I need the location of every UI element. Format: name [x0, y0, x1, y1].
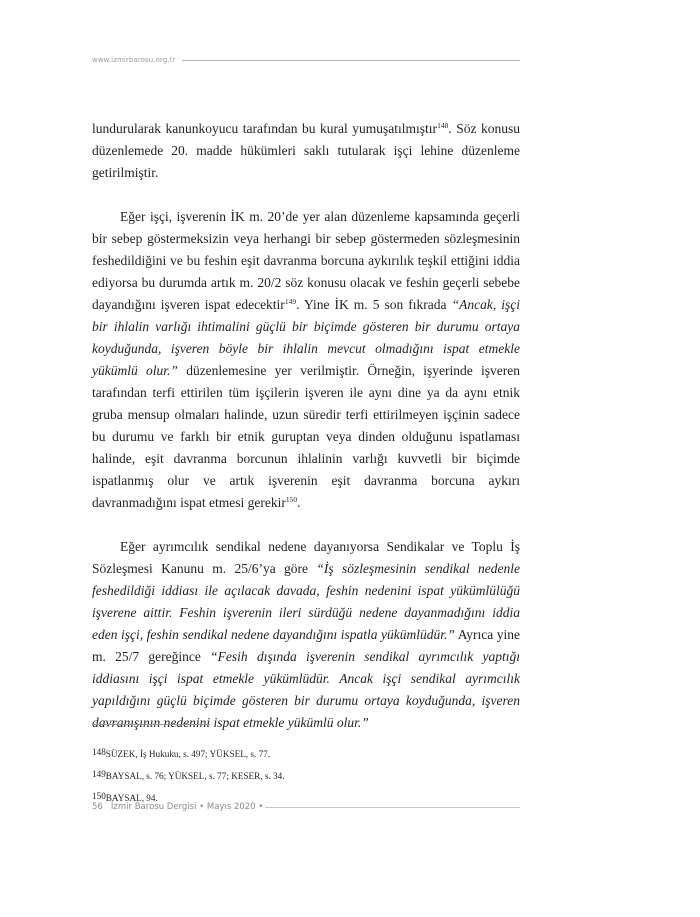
article-body: [92, 118, 520, 734]
footer-rule: [265, 807, 520, 808]
paragraph-2: Eğer işçi, işverenin İK m. 20’de yer alan düzenleme kapsamında geçerli bir sebep göstermeksizin veya herhangi bir sebep göstermeden sözleşmesinin feshedildiğini ve bu feshin eşit davranma borcuna aykırılık teşkil ettiğini iddia ediyorsa bu durumda artık m. 20/2 söz konusu olacak ve feshin geçerli sebebe dayandığını işveren ispat edecektir$^{149}$. Yine İK m. 5 son fıkrada “Ancak, işçi bir ihlalin varlığı ihtimalini güçlü bir biçimde gösteren bir durumu ortaya koyduğunda, işveren böyle bir ihlalin mevcut olmadığını ispat etmekle yükümlü olur.” düzenlemesine yer verilmiştir. Örneğin, işyerinde işveren tarafından terfi ettirilen tüm işçilerin işveren ile aynı dine ya da aynı etnik gruba mensup olmaları halinde, uzun süredir terfi ettirilmeyen işçinin sadece bu durumu ve farklı bir etnik guruptan veya dinden olduğunu ispatlaması halinde, eşit davranma borcunun ihlalinin varlığı kuvvetli bir biçimde ispatlanmış olur ve artık işverenin eşit davranma borcuna aykırı davranmadığını ispat etmesi gerekir$^{150}$.: [92, 209, 520, 510]
footnote-148: [92, 746, 520, 759]
footnote-number: 150: [92, 791, 106, 801]
page-header: [92, 54, 520, 66]
page-footer: [92, 800, 520, 814]
footnote-ref-149[interactable]: 149: [284, 297, 297, 306]
header-rule: [182, 60, 520, 61]
footnote-text: SÜZEK, İş Hukuku, s. 497; YÜKSEL, s. 77.: [105, 749, 271, 759]
quote-ik-m5: “Ancak, işçi bir ihlalin varlığı ihtimalini güçlü bir biçimde gösteren bir durumu ortaya koyduğunda, işveren böyle bir ihlalin mevcut olmadığını ispat etmekle yükümlü olur.”: [92, 297, 520, 378]
footnote-149: [92, 768, 520, 781]
header-url: www.izmirbarosu.org.tr: [92, 56, 176, 64]
footnote-text: BAYSAL, 94.: [105, 793, 158, 803]
quote-m25-7: “Fesih dışında işverenin sendikal ayrımcılık yaptığı iddiasını işçi ispat etmekle yükümlüdür. Ancak işçi sendikal ayrımcılık yapıldığını güçlü biçimde gösteren bir durumu ortaya koyduğunda, işveren davranışının nedenini ispat etmekle yükümlü olur.”: [92, 649, 520, 730]
paragraph-1: lundurularak kanunkoyucu tarafından bu kural yumuşatılmıştır$^{148}$. Söz konusu düzenlemede 20. madde hükümleri saklı tutularak işçi lehine düzenleme getirilmiştir.: [92, 121, 520, 180]
footnote-ref-148[interactable]: 148: [437, 121, 449, 130]
footer-text: 56 İzmir Barosu Dergisi • Mayıs 2020 •: [92, 802, 264, 812]
footnote-separator: [92, 724, 210, 725]
footnote-text: BAYSAL, s. 76; YÜKSEL, s. 77; KESER, s. 34.: [105, 771, 285, 781]
footnote-ref-150[interactable]: 150: [285, 495, 298, 504]
quote-m25-6: “İş sözleşmesinin sendikal nedenle feshedildiği iddiası ile açılacak davada, feshin nedenini ispat yükümlülüğü işverene aittir. Feshin işverenin ileri sürdüğü nedene dayanmadığını iddia eden işçi, feshin sendikal nedene dayandığını ispatla yükümlüdür.”: [92, 561, 520, 642]
footnote-number: 149: [92, 769, 106, 779]
footnote-number: 148: [92, 747, 106, 757]
paragraph-3: Eğer ayrımcılık sendikal nedene dayanıyorsa Sendikalar ve Toplu İş Sözleşmesi Kanunu m. 25/6’ya göre “İş sözleşmesinin sendikal nedenle feshedildiği iddiası ile açılacak davada, feshin nedenini ispat yükümlülüğü işverene aittir. Feshin işverenin ileri sürdüğü nedene dayanmadığını iddia eden işçi, feshin sendikal nedene dayandığını ispatla yükümlüdür.” Ayrıca yine m. 25/7 gereğince “Fesih dışında işverenin sendikal ayrımcılık yaptığı iddiasını işçi ispat etmekle yükümlüdür. Ancak işçi sendikal ayrımcılık yapıldığını güçlü biçimde gösteren bir durumu ortaya koyduğunda, işveren davranışının nedenini ispat etmekle yükümlü olur.”: [92, 539, 520, 730]
